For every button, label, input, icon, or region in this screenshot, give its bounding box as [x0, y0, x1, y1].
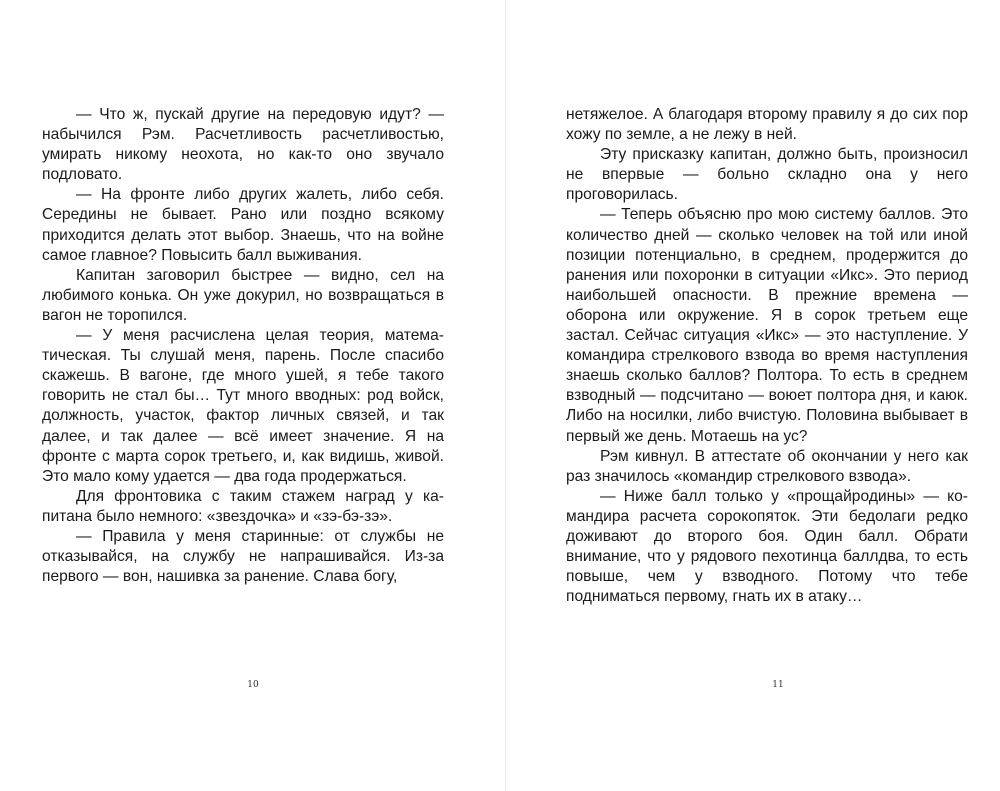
right-page-text: [566, 105, 968, 607]
paragraph: — На фронте либо других жалеть, либо себя. Середины не бывает. Рано или поздно всякому приходится делать этот выбор. Знаешь, что на войне самое главное? Повысить балл выживания.: [42, 186, 444, 264]
paragraph: — У меня расчислена целая теория, математическая. Ты слушай меня, парень. После спасибо скажешь. В вагоне, где много ушей, я тебе такого говорить не стал бы… Тут много вводных: род войск, должность, участок, фактор личных связей, и так далее, и так далее — всё имеет значение. Я на фронте с марта сорок третьего, и, как видишь, живой. Это мало кому удается — два года продержаться.: [42, 327, 444, 485]
page-gutter-divider: [505, 0, 506, 791]
page-number: 11: [772, 680, 784, 690]
paragraph: Рэм кивнул. В аттестате об окончании у него как раз значилось «командир стрелкового взвода».: [566, 447, 968, 485]
paragraph: Капитан заговорил быстрее — видно, сел на любимого конька. Он уже докурил, но возвращаться в вагон не торопился.: [42, 266, 444, 324]
paragraph: — Ниже балл только у «прощайродины» — командира расчета сорокопяток. Эти бедолаги редко доживают до второго боя. Один балл. Обрати внимание, что у рядового пехотинца баллдва, то есть повыше, чем у взводного. Потому что тебе подниматься первому, гнать их в атаку…: [566, 487, 968, 606]
paragraph: — Теперь объясню про мою систему баллов. Это количество дней — сколько человек на той или иной позиции потенциально, в среднем, продержится до ранения или похоронки в ситуации «Икс». Это период наибольшей опасности. В прежние времена — оборона или окружение. Я в сорок третьем еще застал. Сейчас ситуация «Икс» — это наступление. У командира стрелкового взвода во время наступления знаешь сколько баллов? Полтора. То есть в среднем взводный — подсчитано — воюет полтора дня, и каюк. Либо на носилки, либо вчистую. Половина выбывает в первый же день. Мотаешь на ус?: [566, 206, 968, 445]
paragraph: нетяжелое. А благодаря второму правилу я до сих пор хожу по земле, а не лежу в ней.: [566, 106, 968, 144]
paragraph: — Правила у меня старинные: от службы не отказывайся, на службу не напрашивайся. Из-за первого — вон, нашивка за ранение. Слава богу,: [42, 527, 444, 586]
paragraph: Для фронтовика с таким стажем наград у капитана было немного: «звездочка» и «зэ-бэ-зэ».: [42, 487, 444, 525]
left-page-text: [42, 105, 444, 587]
paragraph: Эту присказку капитан, должно быть, произносил не впервые — больно складно она у него проговорилась.: [566, 146, 968, 204]
page-number: 10: [247, 680, 259, 690]
paragraph: — Что ж, пускай другие на передовую идут? — набычился Рэм. Расчетливость расчетливостью, умирать никому неохота, но как-то оно звучало подловато.: [42, 106, 444, 184]
